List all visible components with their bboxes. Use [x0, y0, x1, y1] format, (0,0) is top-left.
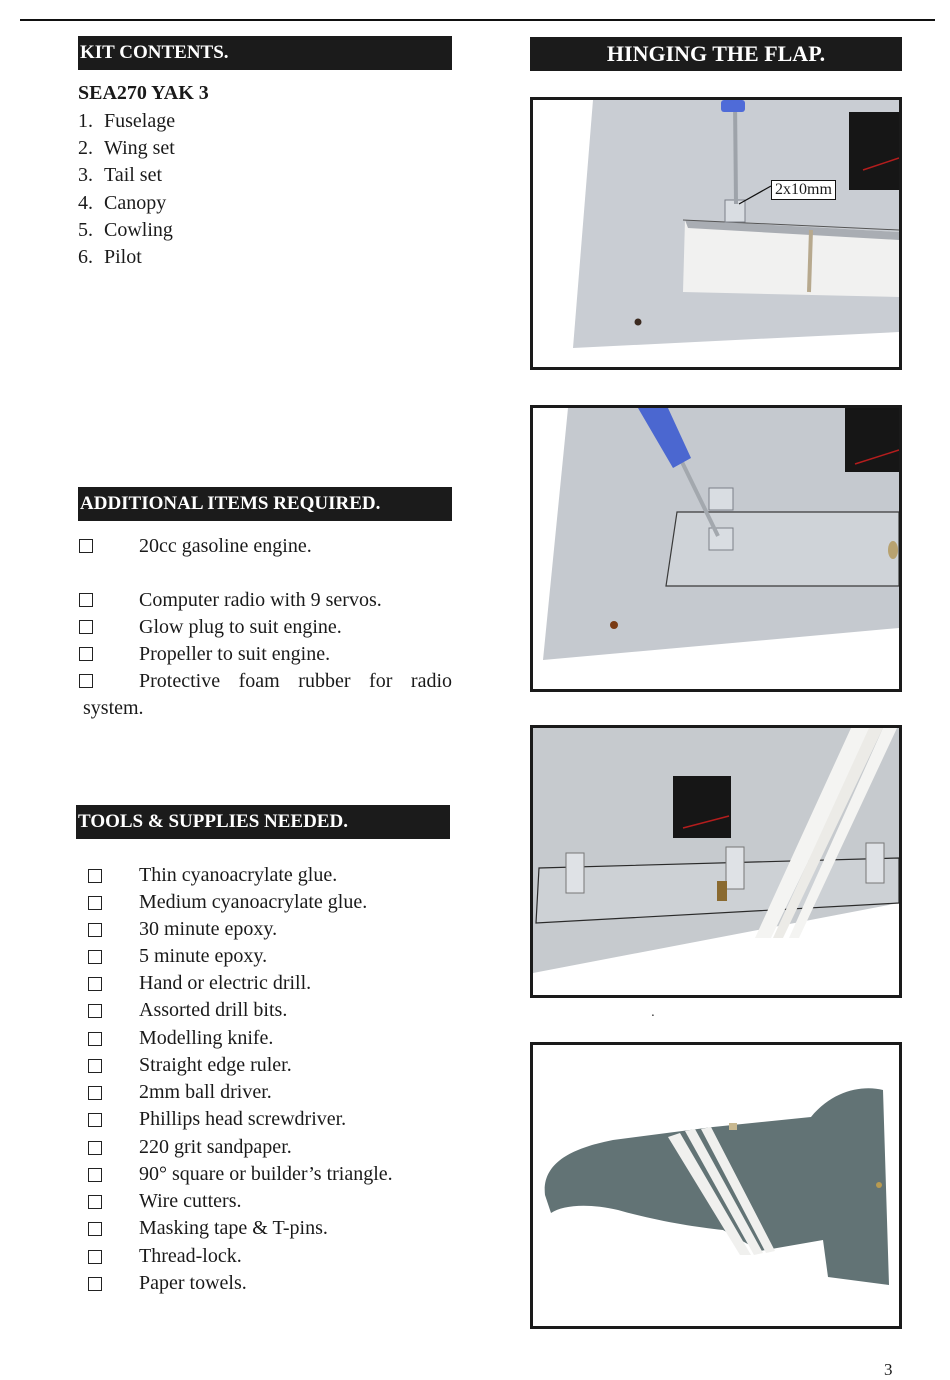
checkbox[interactable]: [88, 1195, 102, 1209]
checkbox[interactable]: [88, 923, 102, 937]
additional-items-heading: ADDITIONAL ITEMS REQUIRED.: [78, 487, 452, 521]
checklist-item: Hand or electric drill.: [0, 970, 470, 997]
list-item: 6. Pilot: [78, 245, 142, 268]
checkbox[interactable]: [79, 593, 93, 607]
top-rule: [20, 19, 935, 21]
checkbox[interactable]: [88, 1086, 102, 1100]
checklist-item: Glow plug to suit engine.: [0, 614, 470, 641]
justified-item-text: Protective foam rubber for radio: [139, 670, 452, 692]
checklist-item: 20cc gasoline engine.: [0, 533, 470, 560]
checklist-item: Thin cyanoacrylate glue.: [0, 862, 470, 889]
checklist-item: Paper towels.: [0, 1270, 470, 1297]
checkbox[interactable]: [88, 1059, 102, 1073]
checkbox[interactable]: [88, 977, 102, 991]
checklist-item: Thread-lock.: [0, 1243, 470, 1270]
hinge-photo-2: [530, 405, 902, 692]
checkbox[interactable]: [88, 1004, 102, 1018]
checkbox[interactable]: [88, 1250, 102, 1264]
hinge-photo-1: [530, 97, 902, 370]
tools-heading: TOOLS & SUPPLIES NEEDED.: [76, 805, 450, 839]
checkbox[interactable]: [88, 950, 102, 964]
kit-contents-heading: KIT CONTENTS.: [78, 36, 452, 70]
checkbox[interactable]: [79, 647, 93, 661]
checkbox[interactable]: [88, 1113, 102, 1127]
checkbox[interactable]: [88, 1222, 102, 1236]
hinging-heading: HINGING THE FLAP.: [530, 37, 902, 71]
checkbox[interactable]: [79, 539, 93, 553]
checkbox[interactable]: [88, 1141, 102, 1155]
list-item: 5. Cowling: [78, 218, 173, 241]
hinge-photo-3: [530, 725, 902, 998]
kit-contents-list: [78, 108, 175, 271]
list-item: 3. Tail set: [78, 164, 163, 187]
checkbox[interactable]: [88, 1032, 102, 1046]
checklist-item: Masking tape & T-pins.: [0, 1215, 470, 1242]
checklist-item: Modelling knife.: [0, 1025, 470, 1052]
list-item: 2. Wing set: [78, 137, 175, 160]
kit-model-name: SEA270 YAK 3: [78, 82, 209, 104]
checkbox[interactable]: [79, 620, 93, 634]
checklist-item: 90° square or builder’s triangle.: [0, 1161, 470, 1188]
page-number: 3: [884, 1360, 893, 1379]
checklist-item: Wire cutters.: [0, 1188, 470, 1215]
checklist-item: 220 grit sandpaper.: [0, 1134, 470, 1161]
wing-three-hinges-image: [533, 728, 899, 995]
checklist-item: Protective foam rubber for radio system.: [0, 668, 470, 722]
stray-mark: .: [651, 1005, 655, 1019]
checklist-item: Medium cyanoacrylate glue.: [0, 889, 470, 916]
checklist-item: Phillips head screwdriver.: [0, 1106, 470, 1133]
checkbox[interactable]: [88, 869, 102, 883]
checklist-item: Straight edge ruler.: [0, 1052, 470, 1079]
checklist-item: Assorted drill bits.: [0, 997, 470, 1024]
checklist-item: 2mm ball driver.: [0, 1079, 470, 1106]
wing-hinge-screw-image: [533, 100, 899, 367]
wing-hinge-install-image: [533, 408, 899, 689]
checklist-item: Propeller to suit engine.: [0, 641, 470, 668]
list-item: 1. Fuselage: [78, 110, 176, 132]
checkbox[interactable]: [88, 1168, 102, 1182]
screw-size-callout: 2x10mm: [771, 180, 836, 200]
checklist-item: 30 minute epoxy.: [0, 916, 470, 943]
completed-flap-image: [533, 1045, 899, 1326]
checkbox[interactable]: [88, 1277, 102, 1291]
checkbox[interactable]: [79, 674, 93, 688]
checkbox[interactable]: [88, 896, 102, 910]
list-item: 4. Canopy: [78, 191, 167, 214]
checklist-item: Computer radio with 9 servos.: [0, 587, 470, 614]
checklist-item: 5 minute epoxy.: [0, 943, 470, 970]
hinge-photo-4: [530, 1042, 902, 1329]
